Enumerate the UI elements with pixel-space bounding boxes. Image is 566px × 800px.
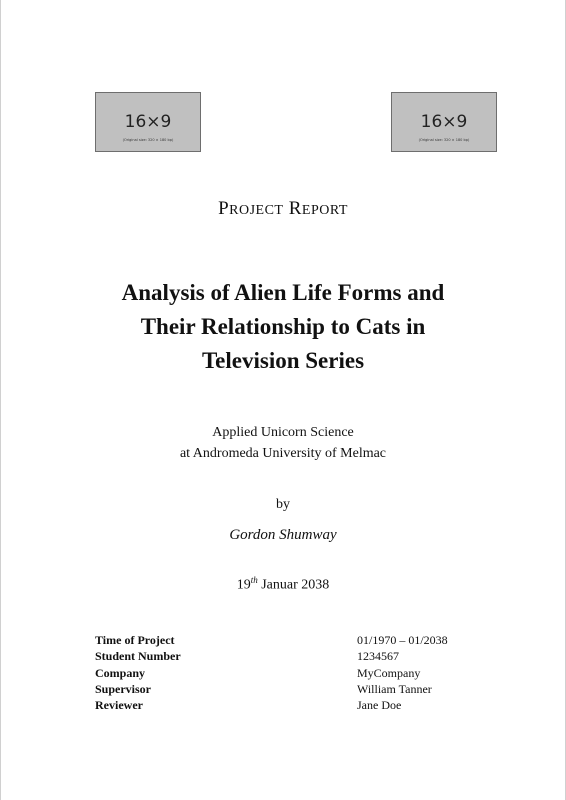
info-row-student-number [95, 648, 475, 664]
logo-dims-label: 16×9 [420, 112, 468, 132]
report-type-cap-2: R [288, 198, 302, 219]
report-title [60, 276, 506, 378]
logo-original-size: (Original size: 320 × 180 bp) [122, 138, 174, 142]
info-row-supervisor [95, 681, 475, 697]
info-label: Time of Project [95, 633, 175, 647]
info-value: MyCompany [357, 665, 421, 680]
logo-original-size: (Original size: 320 × 180 bp) [418, 138, 470, 142]
info-row-reviewer [95, 697, 475, 713]
info-value: Jane Doe [357, 698, 402, 713]
institution-line-1: Applied Unicorn Science [212, 425, 354, 440]
info-value: 01/1970 – 01/2038 [357, 633, 448, 647]
report-type-rest-2: EPORT [301, 203, 348, 218]
logo-dims-label: 16×9 [124, 112, 172, 132]
info-label: Supervisor [95, 681, 152, 696]
author-name: Gordon Shumway [229, 527, 337, 543]
info-label: Company [95, 665, 146, 680]
info-label: Student Number [95, 649, 181, 664]
report-date [0, 575, 566, 594]
page-edge-left [0, 0, 1, 800]
date-day: 19 [236, 577, 251, 593]
info-row-company [95, 665, 475, 681]
institution-line-2: at Andromeda University of Melmac [179, 446, 387, 461]
date-suffix: th [250, 575, 258, 585]
title-line-3: Television Series [201, 348, 365, 373]
report-type-rest-1: ROJECT [229, 203, 284, 218]
info-value: William Tanner [357, 681, 432, 696]
logo-placeholder-left [95, 92, 201, 152]
date-rest: Januar 2038 [261, 577, 330, 593]
title-line-2: Their Relationship to Cats in [140, 314, 426, 339]
logo-placeholder-right [391, 92, 497, 152]
info-row-time [95, 632, 475, 648]
info-value: 1234567 [357, 649, 399, 664]
project-info-table [95, 632, 475, 713]
title-line-1: Analysis of Alien Life Forms and [121, 280, 445, 305]
report-type-heading [0, 198, 566, 220]
institution-block [0, 422, 566, 464]
by-label: by [276, 497, 290, 512]
report-type-cap-1: P [218, 198, 230, 219]
info-label: Reviewer [95, 698, 143, 713]
